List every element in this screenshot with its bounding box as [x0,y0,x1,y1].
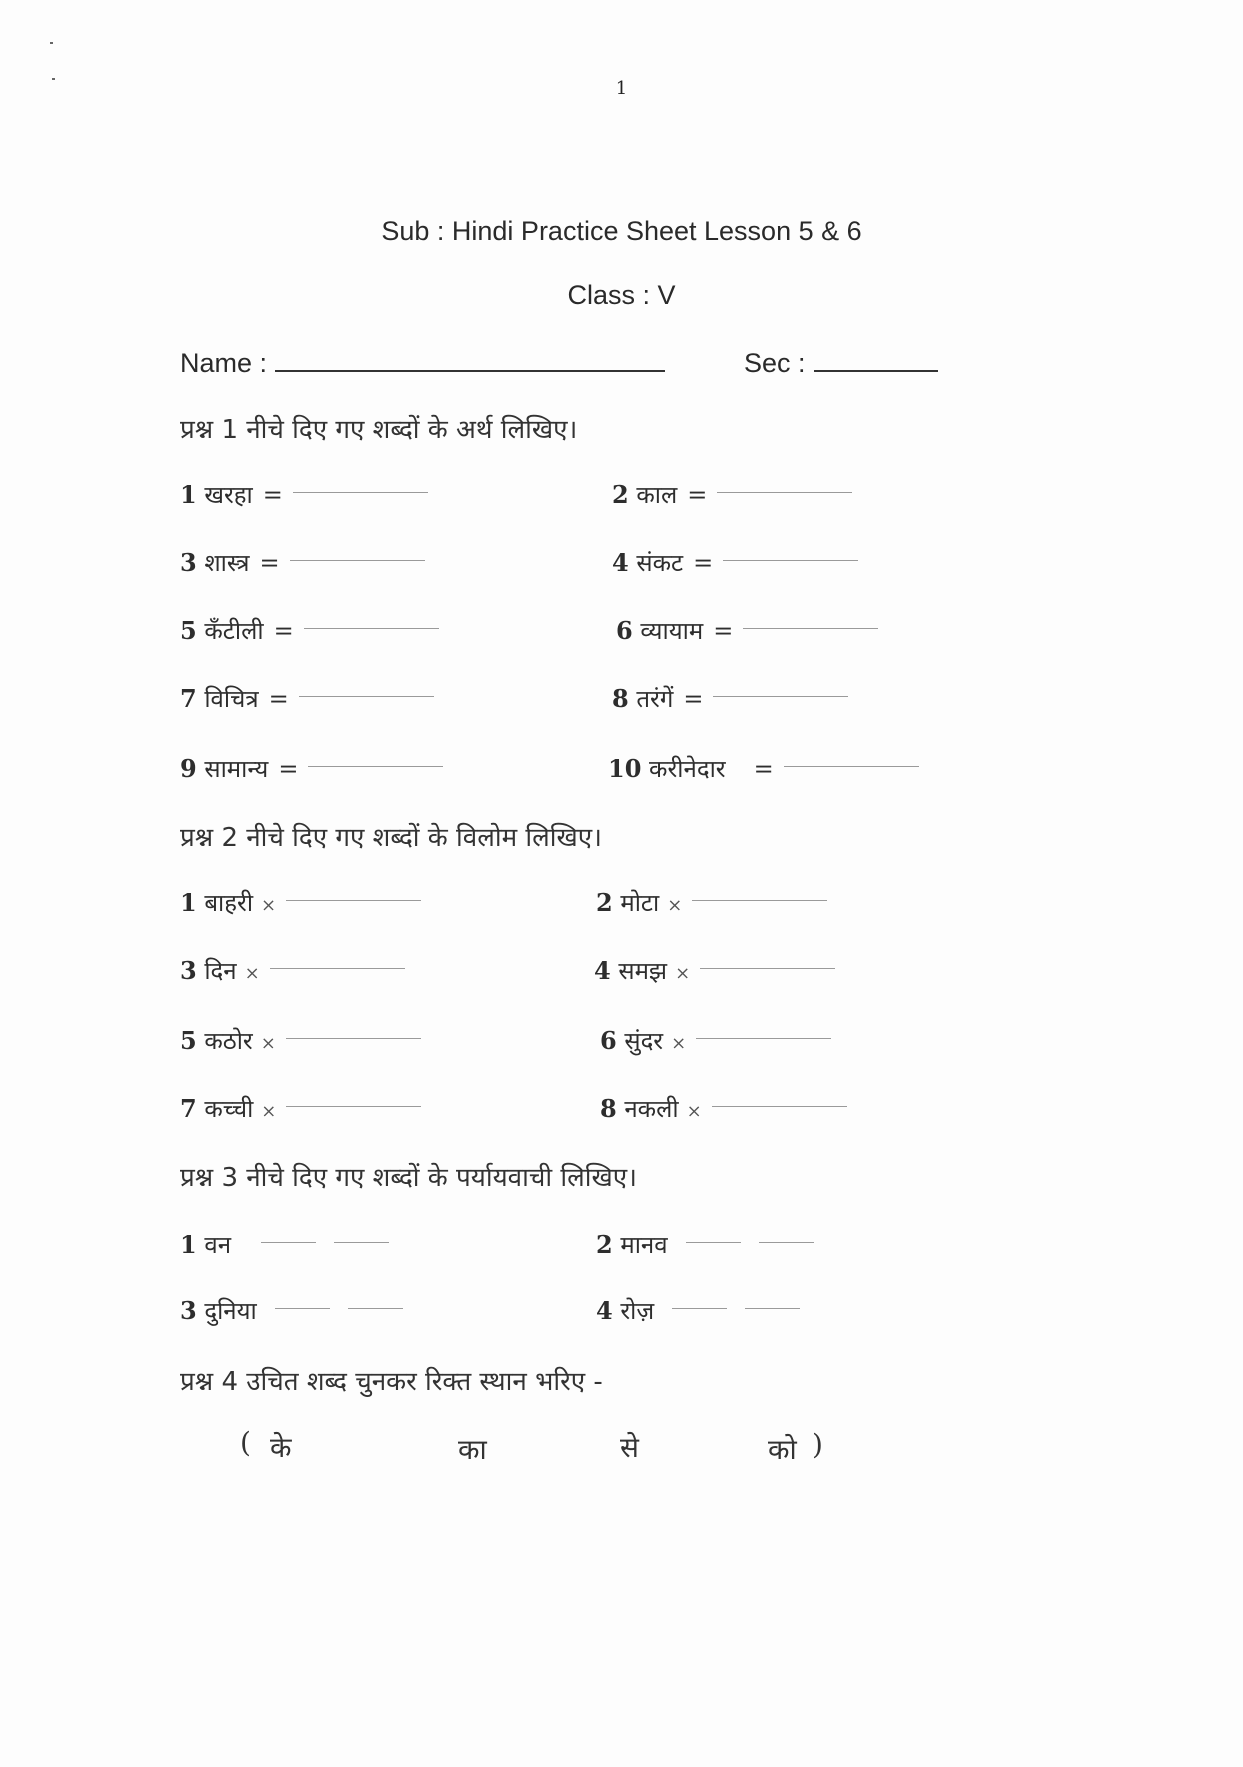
item-number: 10 [608,754,642,783]
option-word: का [458,1433,487,1466]
sec-blank[interactable] [814,346,938,372]
cross-sign: × [260,1033,276,1054]
q1-heading: प्रश्न 1 नीचे दिए गए शब्दों के अर्थ लिखिए। [180,415,578,445]
option-word: को [768,1433,797,1466]
answer-blank[interactable] [759,1228,814,1243]
item-word: तरंगें [636,685,674,713]
item-number: 4 [612,548,629,577]
item-word: कँटीली [204,617,264,645]
item-word: व्यायाम [640,617,704,645]
item-number: 2 [596,1230,613,1259]
q3-item[interactable] [180,1294,403,1327]
answer-blank[interactable] [304,614,439,629]
answer-blank[interactable] [743,614,878,629]
cross-sign: × [675,963,691,984]
item-word: समझ [618,957,668,985]
item-word: विचित्र [204,685,259,713]
q1-item[interactable] [612,682,848,715]
equals-sign: = [693,549,714,577]
answer-blank[interactable] [290,546,425,561]
scan-speck [50,42,53,44]
item-word: दिन [204,957,237,985]
q2-item[interactable] [180,1092,421,1125]
item-number: 7 [180,684,197,713]
item-word: करीनेदार [649,755,726,783]
page-number: 1 [615,78,628,99]
q2-item[interactable] [600,1092,847,1125]
item-number: 8 [600,1094,617,1123]
answer-blank[interactable] [717,478,852,493]
answer-blank[interactable] [692,886,827,901]
q3-heading: प्रश्न 3 नीचे दिए गए शब्दों के पर्यायवाची लिखिए। [180,1163,637,1193]
sec-label: Sec : [744,348,806,378]
item-number: 8 [612,684,629,713]
q2-item[interactable] [596,886,827,919]
answer-blank[interactable] [686,1228,741,1243]
q1-item[interactable] [180,546,425,579]
equals-sign: = [687,481,708,509]
q1-item[interactable] [608,752,919,785]
q1-item[interactable] [180,752,443,785]
item-number: 5 [180,1026,197,1055]
name-label: Name : [180,348,268,378]
class-line: Class : V [567,280,676,310]
open-paren: ( [240,1426,251,1459]
item-number: 7 [180,1094,197,1123]
answer-blank[interactable] [784,752,919,767]
answer-blank[interactable] [672,1294,727,1309]
close-paren: ) [812,1428,823,1461]
q4-heading: प्रश्न 4 उचित शब्द चुनकर रिक्त स्थान भरिए - [180,1367,603,1397]
equals-sign: = [259,549,280,577]
equals-sign: = [683,685,704,713]
sheet-title: Sub : Hindi Practice Sheet Lesson 5 & 6 [381,216,862,246]
item-word: कच्ची [204,1095,254,1123]
item-number: 5 [180,616,197,645]
equals-sign: = [753,755,774,783]
item-word: संकट [636,549,684,577]
answer-blank[interactable] [286,1092,421,1107]
equals-sign: = [713,617,734,645]
item-word: वन [204,1231,232,1259]
item-number: 3 [180,956,197,985]
item-number: 4 [594,956,611,985]
item-number: 2 [612,480,629,509]
q2-item[interactable] [180,1024,421,1057]
answer-blank[interactable] [713,682,848,697]
answer-blank[interactable] [270,954,405,969]
equals-sign: = [273,617,294,645]
q1-item[interactable] [616,614,878,647]
answer-blank[interactable] [723,546,858,561]
item-word: सुंदर [624,1027,664,1055]
item-number: 1 [180,480,197,509]
answer-blank[interactable] [745,1294,800,1309]
item-word: खरहा [204,481,253,509]
item-number: 3 [180,1296,197,1325]
cross-sign: × [667,895,683,916]
answer-blank[interactable] [299,682,434,697]
item-word: दुनिया [204,1297,257,1325]
item-number: 6 [616,616,633,645]
item-word: शास्त्र [204,549,250,577]
option-word: से [620,1431,639,1464]
item-number: 4 [596,1296,613,1325]
item-word: बाहरी [204,889,254,917]
q2-item[interactable] [180,954,405,987]
answer-blank[interactable] [293,478,428,493]
q1-item[interactable] [612,546,858,579]
item-word: कठोर [204,1027,253,1055]
answer-blank[interactable] [261,1228,316,1243]
answer-blank[interactable] [696,1024,831,1039]
q3-item[interactable] [180,1228,389,1261]
item-number: 1 [180,1230,197,1259]
item-number: 2 [596,888,613,917]
answer-blank[interactable] [712,1092,847,1107]
cross-sign: × [244,963,260,984]
item-word: मोटा [620,889,660,917]
answer-blank[interactable] [286,1024,421,1039]
item-number: 1 [180,888,197,917]
q1-item[interactable] [180,682,434,715]
q3-item[interactable] [596,1294,800,1327]
q2-item[interactable] [180,886,421,919]
cross-sign: × [686,1101,702,1122]
equals-sign: = [268,685,289,713]
item-word: सामान्य [204,755,269,783]
cross-sign: × [261,1101,277,1122]
answer-blank[interactable] [286,886,421,901]
item-number: 9 [180,754,197,783]
q1-item[interactable] [180,614,439,647]
answer-blank[interactable] [275,1294,330,1309]
q3-item[interactable] [596,1228,814,1261]
item-word: मानव [620,1231,668,1259]
q2-heading: प्रश्न 2 नीचे दिए गए शब्दों के विलोम लिखिए। [180,823,602,853]
equals-sign: = [278,755,299,783]
sec-field[interactable] [744,346,938,379]
q1-item[interactable] [612,478,852,511]
item-number: 6 [600,1026,617,1055]
answer-blank[interactable] [308,752,443,767]
item-number: 3 [180,548,197,577]
name-blank[interactable] [275,346,665,372]
answer-blank[interactable] [700,954,835,969]
q1-item[interactable] [180,478,428,511]
item-word: रोज़ [620,1297,655,1325]
equals-sign: = [262,481,283,509]
name-field[interactable] [180,346,665,379]
answer-blank[interactable] [334,1228,389,1243]
item-word: काल [636,481,678,509]
q2-item[interactable] [594,954,835,987]
option-word: के [270,1431,292,1464]
item-word: नकली [624,1095,679,1123]
cross-sign: × [671,1033,687,1054]
q2-item[interactable] [600,1024,831,1057]
answer-blank[interactable] [348,1294,403,1309]
cross-sign: × [261,895,277,916]
